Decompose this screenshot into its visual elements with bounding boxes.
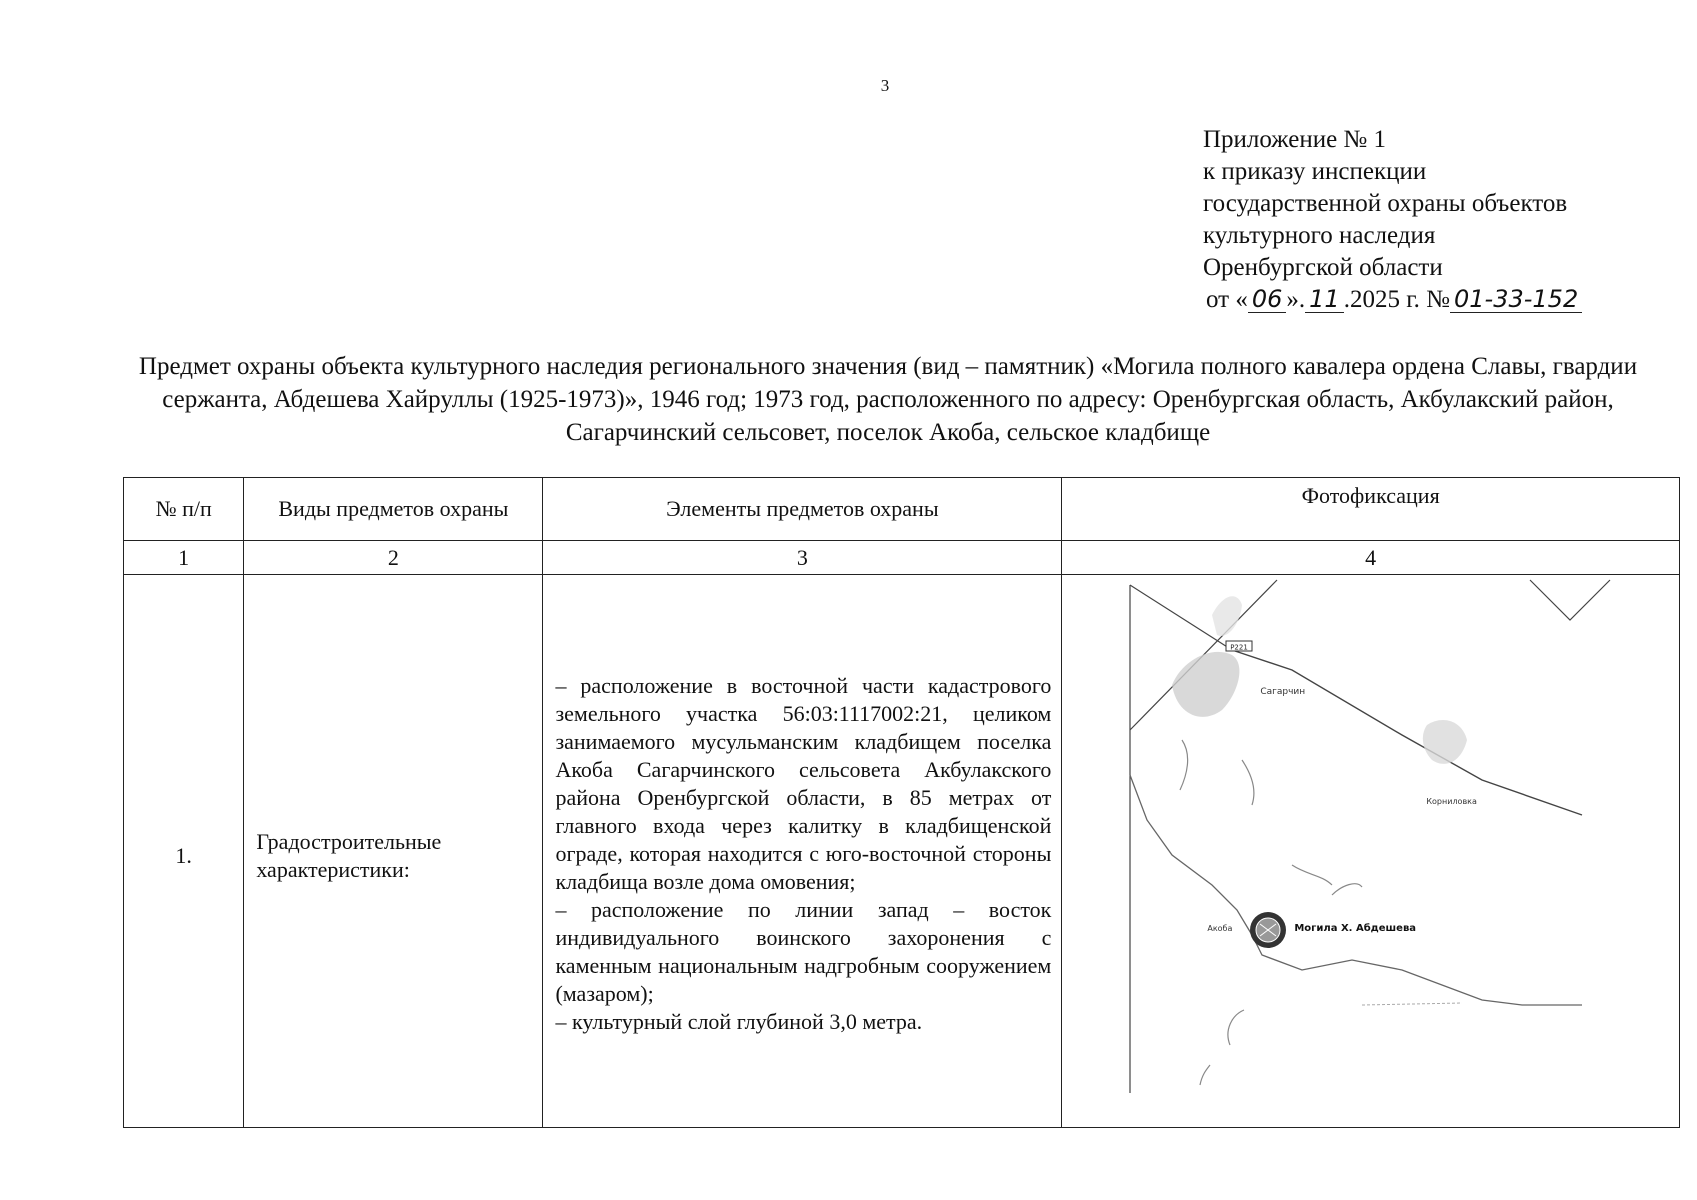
header-photo: Фотофиксация <box>1062 478 1680 541</box>
header-types: Виды предметов охраны <box>244 478 543 541</box>
road-sign-label: Р221 <box>1230 643 1249 652</box>
appendix-date-line <box>1203 284 1582 316</box>
date-separator: ». <box>1286 286 1306 313</box>
appendix-block <box>1203 124 1582 316</box>
appendix-line-5: Оренбургской области <box>1203 254 1443 281</box>
appendix-line-3: государственной охраны объектов <box>1203 190 1568 217</box>
order-number-handwritten: 01-33-152 <box>1450 286 1582 313</box>
appendix-line-4: культурного наследия <box>1203 222 1436 249</box>
row-elements <box>543 575 1062 1128</box>
table-header-row <box>124 478 1680 541</box>
date-day-handwritten: 06 <box>1248 286 1287 313</box>
table-row <box>124 575 1680 1128</box>
photo-cell <box>1062 575 1680 1128</box>
map-label-akoba: Акоба <box>1207 924 1233 933</box>
document-title: Предмет охраны объекта культурного наследия регионального значения (вид – памятник) «Могила полного кавалера ордена Славы, гвардии сержанта, Абдешева Хайруллы (1925-1973)», 1946 год; 1973 год, расположенного по адресу: Оренбургская область, Акбулакский район, Сагарчинский сельсовет, поселок Акоба, сельское кладбище <box>138 353 1638 446</box>
column-number-1: 1 <box>124 541 244 575</box>
header-number: № п/п <box>124 478 244 541</box>
map-label-sagarchin: Сагарчин <box>1260 687 1306 697</box>
date-prefix: от « <box>1206 286 1248 313</box>
map-label-kornilovka: Корниловка <box>1426 797 1477 806</box>
page-number: 3 <box>880 76 890 95</box>
row-number: 1. <box>124 575 244 1128</box>
appendix-line-1: Приложение № 1 <box>1203 126 1387 153</box>
location-map <box>1062 575 1697 1117</box>
map-label-grave: Могила Х. Абдешева <box>1294 923 1417 934</box>
element-item-2: – расположение по линии запад – восток индивидуального воинского захоронения с каменным национальным надгробным сооружением (мазаром); <box>555 896 1052 1006</box>
table-column-numbers-row <box>124 541 1680 575</box>
date-month-handwritten: 11 <box>1305 286 1344 313</box>
header-elements: Элементы предметов охраны <box>543 478 1062 541</box>
column-number-3: 3 <box>543 541 1062 575</box>
element-item-1: – расположение в восточной части кадастрового земельного участка 56:03:1117002:21, целиком занимаемого мусульманским кладбищем поселка Акоба Сагарчинского сельсовета Акбулакского района Оренбургской области, в 85 метрах от главного входа через калитку в кладбищенской ограде, которая находится с юго-восточной стороны кладбища возле дома омовения; <box>555 672 1052 894</box>
column-number-4: 4 <box>1062 541 1680 575</box>
column-number-2: 2 <box>244 541 543 575</box>
date-year: .2025 г. № <box>1343 286 1450 313</box>
appendix-line-2: к приказу инспекции <box>1203 158 1427 185</box>
protection-table <box>123 477 1680 1128</box>
row-type: Градостроительные характеристики: <box>244 575 543 1128</box>
element-item-3: – культурный слой глубиной 3,0 метра. <box>555 1008 923 1034</box>
